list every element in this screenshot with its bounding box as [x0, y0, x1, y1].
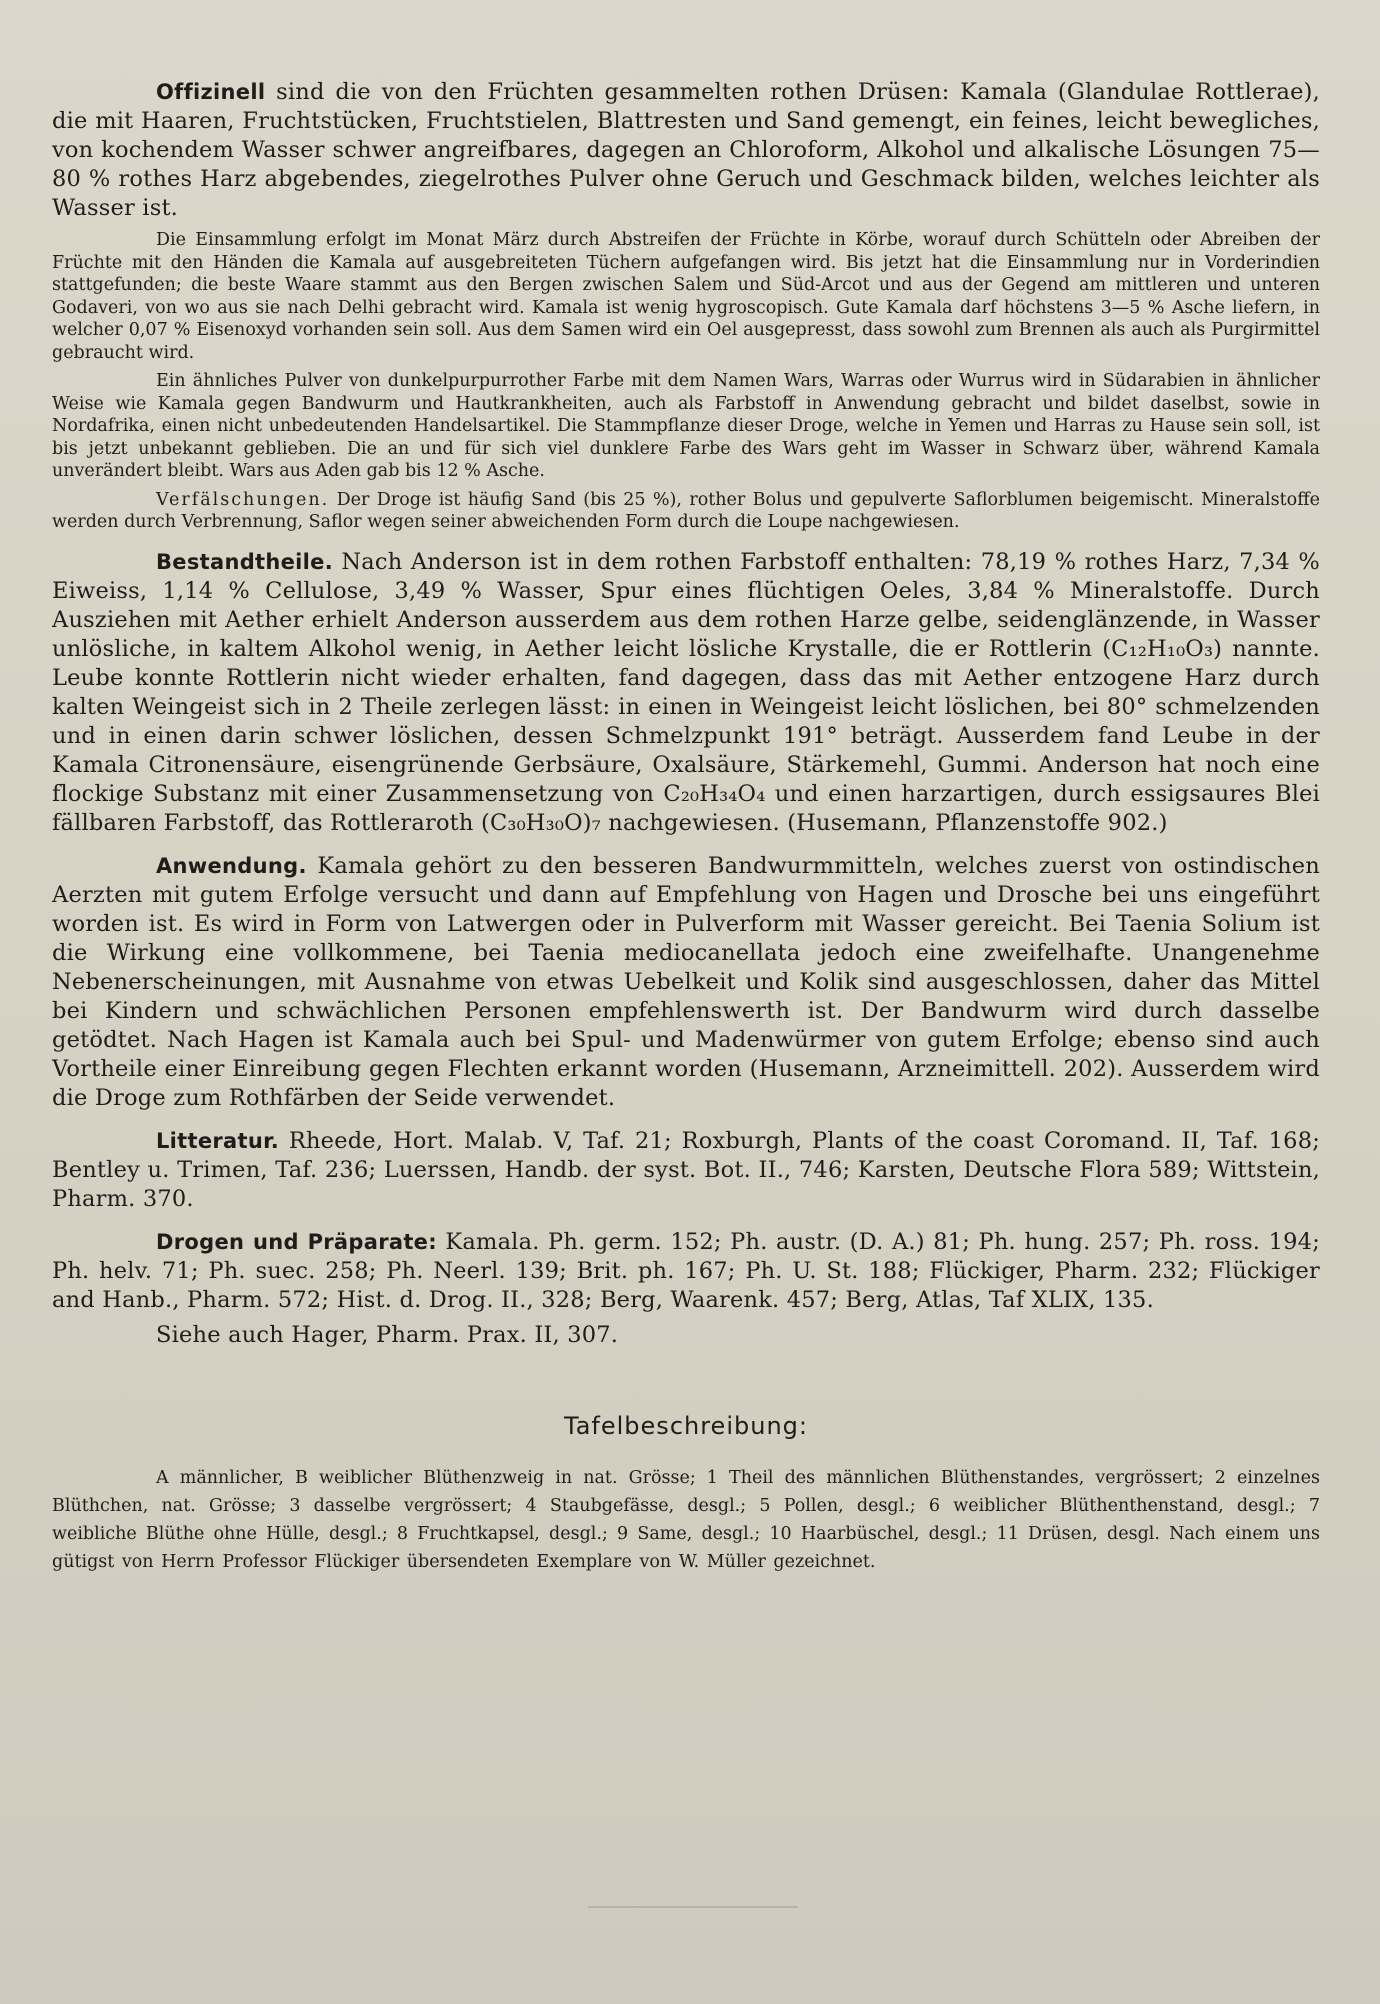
text-offizinell: sind die von den Früchten gesammelten rothen Drüsen: Kamala (Glandulae Rottlerae), die mit Haaren, Fruchtstücken, Fruchtstielen, Blattresten und Sand gemengt, ein feines, leicht bewegliches, von kochendem Wasser schwer angreifbares, dagegen an Chloroform, Alkohol und alkalische Lösungen 75—80 % rothes Harz abgebendes, ziegelrothes Pulver ohne Geruch und Geschmack bilden, welches leichter als Wasser ist.: [52, 79, 1320, 221]
text-anwendung: Kamala gehört zu den besseren Bandwurmmitteln, welches zuerst von ostindischen Aerzten mit gutem Erfolge versucht und dann auf Empfehlung von Hagen und Drosche bei uns eingeführt worden ist. Es wird in Form von Latwergen oder in Pulverform mit Wasser gereicht. Bei Taenia Solium ist die Wirkung eine vollkommene, bei Taenia mediocanellata jedoch eine zweifelhafte. Unangenehme Nebenerscheinungen, mit Ausnahme von etwas Uebelkeit und Kolik sind ausgeschlossen, daher das Mittel bei Kindern und schwächlichen Personen empfehlenswerth ist. Der Bandwurm wird durch dasselbe getödtet. Nach Hagen ist Kamala auch bei Spul- und Madenwürmer von gutem Erfolge; ebenso sind auch Vortheile einer Einreibung gegen Flechten erkannt worden (Husemann, Arzneimittell. 202). Ausserdem wird die Droge zum Rothfärben der Seide verwendet.: [52, 852, 1320, 1111]
tafel-description: A männlicher, B weiblicher Blüthenzweig in nat. Grösse; 1 Theil des männlichen Blüthenstandes, vergrössert; 2 einzelnes Blüthchen, nat. Grösse; 3 dasselbe vergrössert; 4 Staubgefässe, desgl.; 5 Pollen, desgl.; 6 weiblicher Blüthenthenstand, desgl.; 7 weibliche Blüthe ohne Hülle, desgl.; 8 Fruchtkapsel, desgl.; 9 Same, desgl.; 10 Haarbüschel, desgl.; 11 Drüsen, desgl. Nach einem uns gütigst von Herrn Professor Flückiger übersendeten Exemplare von W. Müller gezeichnet.: [52, 1467, 1320, 1572]
heading-litteratur: Litteratur.: [156, 1128, 280, 1153]
text-verfaelschungen: Der Droge ist häufig Sand (bis 25 %), rother Bolus und gepulverte Saflorblumen beigemischt. Mineralstoffe werden durch Verbrennung, Saflor wegen seiner abweichenden Form durch die Loupe nachgewiesen.: [52, 489, 1320, 532]
paragraph-offizinell: [52, 78, 1320, 223]
heading-verfaelschungen: Verfälschungen.: [156, 489, 330, 510]
page-content: [52, 78, 1320, 1576]
bottom-divider: [588, 1906, 798, 1908]
paragraph-verfaelschungen: [52, 489, 1320, 534]
paragraph-siehe: Siehe auch Hager, Pharm. Prax. II, 307.: [156, 1321, 619, 1348]
paragraph-bestandtheile: [52, 548, 1320, 838]
text-drogen: Kamala. Ph. germ. 152; Ph. austr. (D. A.) 81; Ph. hung. 257; Ph. ross. 194; Ph. helv. 71; Ph. suec. 258; Ph. Neerl. 139; Brit. ph. 167; Ph. U. St. 188; Flückiger, Pharm. 232; Flückiger and Hanb., Pharm. 572; Hist. d. Drog. II., 328; Berg, Waarenk. 457; Berg, Atlas, Taf XLIX, 135.: [52, 1228, 1320, 1313]
text-bestandtheile: Nach Anderson ist in dem rothen Farbstoff enthalten: 78,19 % rothes Harz, 7,34 % Eiweiss, 1,14 % Cellulose, 3,49 % Wasser, Spur eines flüchtigen Oeles, 3,84 % Mineralstoffe. Durch Ausziehen mit Aether erhielt Anderson ausserdem aus dem rothen Harze gelbe, seidenglänzende, in Wasser unlösliche, in kaltem Alkohol wenig, in Aether leicht lösliche Krystalle, die er Rottlerin (C₁₂H₁₀O₃) nannte. Leube konnte Rottlerin nicht wieder erhalten, fand dagegen, dass das mit Aether entzogene Harz durch kalten Weingeist sich in 2 Theile zerlegen lässt: in einen in Weingeist leicht löslichen, bei 80° schmelzenden und in einen darin schwer löslichen, dessen Schmelzpunkt 191° beträgt. Ausserdem fand Leube in der Kamala Citronensäure, eisengrünende Gerbsäure, Oxalsäure, Stärkemehl, Gummi. Anderson hat noch eine flockige Substanz mit einer Zusammensetzung von C₂₀H₃₄O₄ und einen harzartigen, durch essigsaures Blei fällbaren Farbstoff, das Rottleraroth (C₃₀H₃₀O)₇ nachgewiesen. (Husemann, Pflanzenstoffe 902.): [52, 548, 1320, 836]
paragraph-wars: Ein ähnliches Pulver von dunkelpurpurrother Farbe mit dem Namen Wars, Warras oder Wurrus wird in Südarabien in ähnlicher Weise wie Kamala gegen Bandwurm und Hautkrankheiten, auch als Farbstoff in Anwendung gebracht und bildet daselbst, sowie in Nordafrika, einen nicht unbedeutenden Handelsartikel. Die Stammpflanze dieser Droge, welche in Yemen und Harras zu Hause sein soll, ist bis jetzt unbekannt geblieben. Die an und für sich viel dunklere Farbe des Wars geht im Wasser in Schwarz über, während Kamala unverändert bleibt. Wars aus Aden gab bis 12 % Asche.: [52, 371, 1320, 481]
paragraph-anwendung: [52, 852, 1320, 1113]
tafel-title: Tafelbeschreibung:: [564, 1411, 808, 1440]
heading-anwendung: Anwendung.: [156, 853, 307, 878]
paragraph-einsammlung: Die Einsammlung erfolgt im Monat März durch Abstreifen der Früchte in Körbe, worauf durch Schütteln oder Abreiben der Früchte mit den Händen die Kamala auf ausgebreiteten Tüchern aufgefangen wird. Bis jetzt hat die Einsammlung nur in Vorderindien stattgefunden; die beste Waare stammt aus den Bergen zwischen Salem und Süd-Arcot und aus der Gegend am mittleren und unteren Godaveri, von wo aus sie nach Delhi gebracht wird. Kamala ist wenig hygroscopisch. Gute Kamala darf höchstens 3—5 % Asche liefern, in welcher 0,07 % Eisenoxyd vorhanden sein soll. Aus dem Samen wird ein Oel ausgepresst, dass sowohl zum Brennen als auch als Purgirmittel gebraucht wird.: [52, 230, 1320, 363]
paragraph-litteratur: [52, 1127, 1320, 1214]
paragraph-drogen: [52, 1228, 1320, 1315]
heading-drogen: Drogen und Präparate:: [156, 1229, 437, 1254]
heading-bestandtheile: Bestandtheile.: [156, 549, 333, 574]
text-litteratur: Rheede, Hort. Malab. V, Taf. 21; Roxburgh, Plants of the coast Coromand. II, Taf. 168; Bentley u. Trimen, Taf. 236; Luerssen, Handb. der syst. Bot. II., 746; Karsten, Deutsche Flora 589; Wittstein, Pharm. 370.: [52, 1127, 1320, 1212]
heading-offizinell: Offizinell: [156, 80, 266, 104]
